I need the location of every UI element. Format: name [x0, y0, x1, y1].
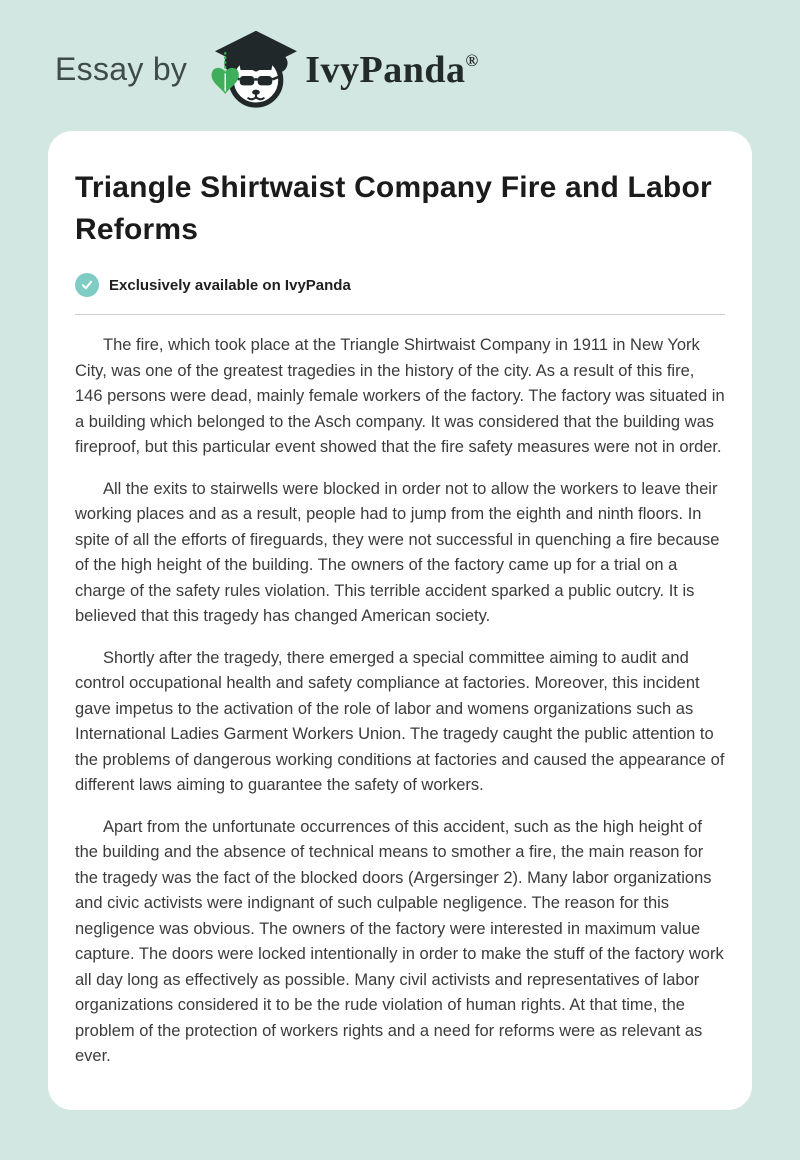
- divider: [75, 314, 725, 315]
- essay-paragraph: The fire, which took place at the Triangle Shirtwaist Company in 1911 in New York City, was one of the greatest tragedies in the history of the city. As a result of this fire, 146 persons were dead, mainly female workers of the factory. The factory was situated in a building which belonged to the Asch company. It was considered that the building was fireproof, but this particular event showed that the fire safety measures were not in order.: [75, 336, 725, 456]
- essay-card: [48, 131, 752, 1110]
- page-header: [0, 0, 800, 131]
- essay-paragraph: Shortly after the tragedy, there emerged a special committee aiming to audit and control occupational health and safety compliance at factories. Moreover, this incident gave impetus to the activation of the role of labor and womens organizations such as International Ladies Garment Workers Union. The tragedy caught the public attention to the problems of dangerous working conditions at factories and caused the appearance of different laws aiming to guarantee the safety of workers.: [75, 648, 725, 794]
- exclusive-badge-label: Exclusively available on IvyPanda: [109, 276, 351, 294]
- page-title: Triangle Shirtwaist Company Fire and Labor Reforms: [75, 171, 712, 246]
- exclusive-badge: [75, 273, 725, 297]
- brand-name-text: IvyPanda: [305, 48, 466, 91]
- essay-paragraph: All the exits to stairwells were blocked in order not to allow the workers to leave their working places and as a result, people had to jump from the eighth and ninth floors. In spite of all the efforts of fireguards, they were not successful in quenching a fire because of the high height of the building. The owners of the factory came up for a trial on a charge of the safety rules violation. This terrible accident sparked a public outcry. It is believed that this tragedy has changed American society.: [75, 479, 720, 625]
- brand-name: [305, 48, 478, 92]
- ivypanda-panda-graduate-logo-icon: [203, 29, 297, 111]
- registered-trademark-mark: ®: [465, 50, 479, 70]
- essay-body: [75, 333, 725, 1070]
- essay-by-label: Essay by: [55, 51, 188, 87]
- check-icon: [75, 273, 99, 297]
- essay-paragraph: Apart from the unfortunate occurrences of this accident, such as the high height of the building and the absence of technical means to smother a fire, the main reason for the tragedy was the fact of the blocked doors (Argersinger 2). Many labor organizations and civic activists were indignant of such culpable negligence. The reason for this negligence was obvious. The owners of the factory were interested in maximum value capture. The doors were locked intentionally in order to make the stuff of the factory work all day long as effectively as possible. Many civil activists and representatives of labor organizations considered it to be the rude violation of human rights. At that time, the problem of the protection of workers rights and a need for reforms were as relevant as ever.: [75, 817, 724, 1065]
